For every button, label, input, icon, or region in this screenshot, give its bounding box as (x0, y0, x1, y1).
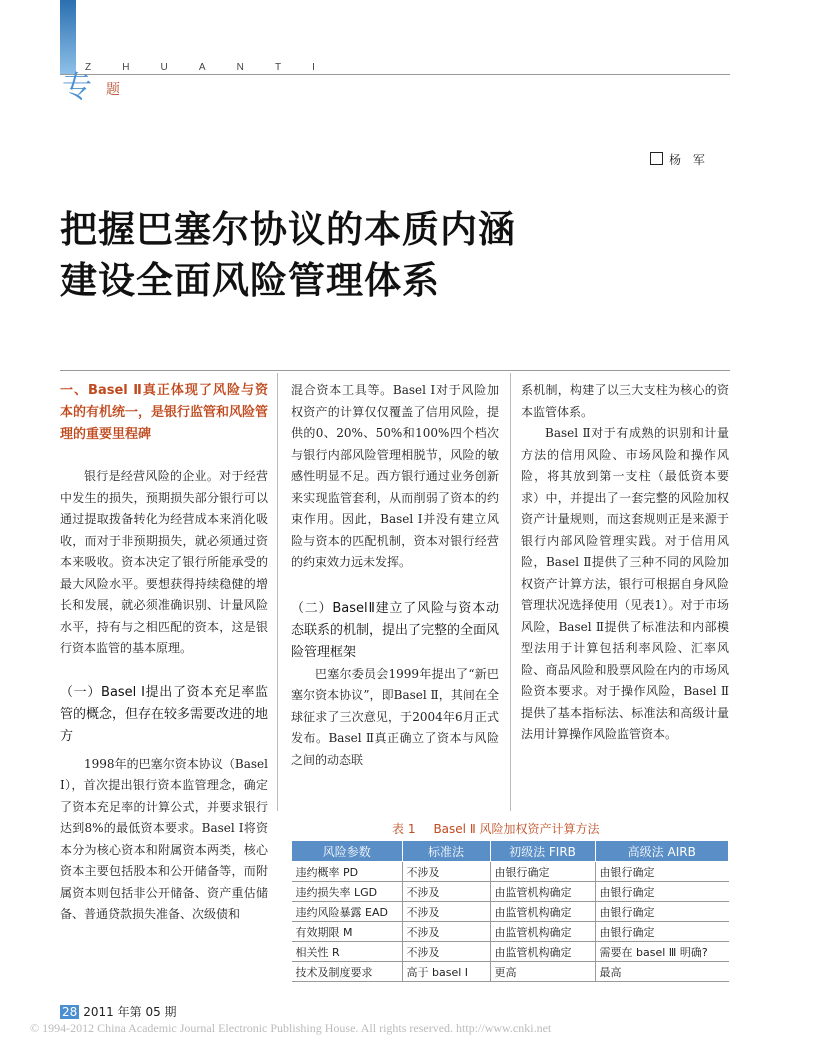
table-cell: 由银行确定 (595, 922, 729, 942)
author-name: 杨 军 (669, 153, 709, 167)
table-cell: 违约损失率 LGD (292, 882, 403, 902)
column-3 (521, 380, 729, 746)
table-cell: 高于 basel Ⅰ (402, 962, 490, 982)
column-header: 风险参数 (292, 841, 403, 862)
table-cell: 最高 (595, 962, 729, 982)
column-header: 初级法 FIRB (490, 841, 595, 862)
table-cell: 违约概率 PD (292, 862, 403, 882)
column-separator (277, 373, 278, 811)
table-cell: 由银行确定 (595, 862, 729, 882)
letter: H (122, 62, 130, 73)
table-cell: 由银行确定 (595, 882, 729, 902)
letter: U (160, 62, 168, 73)
table-cell: 需要在 basel Ⅲ 明确? (595, 942, 729, 962)
table-row (292, 902, 729, 922)
section-char-ti: 题 (106, 82, 120, 98)
letter: Z (85, 62, 92, 73)
table-cell: 不涉及 (402, 922, 490, 942)
title-line-1: 把握巴塞尔协议的本质内涵 (60, 208, 516, 251)
title-line-2: 建设全面风险管理体系 (60, 259, 440, 302)
table-caption (392, 820, 618, 837)
table-cell: 由监管机构确定 (490, 902, 595, 922)
table-cell: 不涉及 (402, 882, 490, 902)
table-row (292, 862, 729, 882)
table-row (292, 962, 729, 982)
table-cell: 技术及制度要求 (292, 962, 403, 982)
article-title (60, 204, 516, 306)
issue-label: 2011 年第 05 期 (83, 1005, 177, 1019)
section-letters (85, 62, 315, 73)
paragraph: 系机制，构建了以三大支柱为核心的资本监管体系。 (521, 383, 729, 419)
table-row (292, 942, 729, 962)
author-line (650, 151, 709, 168)
table-header-row (292, 841, 729, 862)
subsection-heading: （一）Basel Ⅰ提出了资本充足率监管的概念，但存在较多需要改进的地方 (60, 684, 269, 744)
paragraph: Basel Ⅱ对于有成熟的识别和计量方法的信用风险、市场风险和操作风险，将其放到第一支柱（最低资本要求）中，并提出了一套完整的风险加权资产计量规则，而这套规则正是来源于银行内部风险管理实践。对于信用风险，Basel Ⅱ提供了三种不同的风险加权资产计算方法，银行可根据自身风险管理状况选择使用（见表1）。对于市场风险，Basel Ⅱ提供了标准法和内部模型法用于计算包括利率风险、汇率风险、商品风险和股票风险在内的市场风险资本要求。对于操作风险，Basel Ⅱ提供了基本指标法、标准法和高级计量法用计算操作风险监管资本。 (521, 426, 729, 741)
author-box-icon (650, 152, 663, 165)
column-header: 标准法 (402, 841, 490, 862)
paragraph: 巴塞尔委员会1999年提出了“新巴塞尔资本协议”，即Basel Ⅱ，其间在全球征求了三次意见，于2004年6月正式发布。Basel Ⅱ真正确立了资本与风险之间的动态联 (291, 666, 499, 767)
table-row (292, 882, 729, 902)
letter: I (312, 62, 315, 73)
section-char-zhuan: 专 (62, 70, 92, 105)
table-cell: 不涉及 (402, 902, 490, 922)
risk-weight-table (291, 840, 729, 982)
table-cell: 更高 (490, 962, 595, 982)
table-cell: 违约风险暴露 EAD (292, 902, 403, 922)
table-cell: 相关性 R (292, 942, 403, 962)
table-cell: 由监管机构确定 (490, 942, 595, 962)
paragraph: 银行是经营风险的企业。对于经营中发生的损失，预期损失部分银行可以通过提取拨备转化为经营成本来消化吸收，而对于非预期损失，就必须通过资本来吸收。资本决定了银行所能承受的最大风险水平。要想获得持续稳健的增长和发展，就必须准确识别、计量风险水平，持有与之相匹配的资本，这是银行资本监管的基本原理。 (60, 469, 268, 655)
page-number: 28 (62, 1005, 78, 1019)
letter: T (274, 62, 282, 73)
table-number: 表 1 (392, 822, 416, 836)
letter: A (198, 62, 206, 73)
column-1 (60, 380, 268, 926)
table-cell: 有效期限 M (292, 922, 403, 942)
letter: N (236, 62, 244, 73)
page-footer (60, 1003, 177, 1020)
paragraph: 1998年的巴塞尔资本协议（Basel Ⅰ），首次提出银行资本监管理念，确定了资本充足率的计算公式，并要求银行达到8%的最低资本要求。Basel Ⅰ将资本分为核心资本和附属资本两类，核心资本主要包括股本和公开储备等，而附属资本则包括非公开储备、资产重估储备、普通贷款损失准备、次级债和 (60, 756, 268, 921)
table-cell: 由监管机构确定 (490, 882, 595, 902)
copyright-notice: © 1994-2012 China Academic Journal Electronic Publishing House. All rights reserved. http://www.cnki.net (30, 1021, 552, 1035)
table-row (292, 922, 729, 942)
table-cell: 不涉及 (402, 942, 490, 962)
paragraph: 混合资本工具等。Basel Ⅰ对于风险加权资产的计算仅仅覆盖了信用风险，提供的0、20%、50%和100%四个档次与银行内部风险管理相脱节，风险的敏感性明显不足。西方银行通过业务创新来实现监管套利，从而削弱了资本的约束作用。因此，Basel Ⅰ并没有建立风险与资本的匹配机制，资本对银行经营的约束效力远未发挥。 (291, 383, 499, 569)
table-cell: 不涉及 (402, 862, 490, 882)
table-cell: 由银行确定 (490, 862, 595, 882)
table-cell: 由监管机构确定 (490, 922, 595, 942)
section-heading: 一、Basel Ⅱ真正体现了风险与资本的有机统一，是银行监管和风险管理的重要里程碑 (60, 383, 269, 442)
table-title: Basel Ⅱ 风险加权资产计算方法 (433, 822, 600, 836)
column-separator (510, 373, 511, 811)
column-2 (291, 380, 499, 771)
header-rule (60, 74, 730, 75)
table-cell: 由银行确定 (595, 902, 729, 922)
body-top-rule (60, 370, 730, 371)
subsection-heading: （二）BaselⅡ建立了风险与资本动态联系的机制，提出了完整的全面风险管理框架 (291, 600, 500, 660)
column-header: 高级法 AIRB (595, 841, 729, 862)
